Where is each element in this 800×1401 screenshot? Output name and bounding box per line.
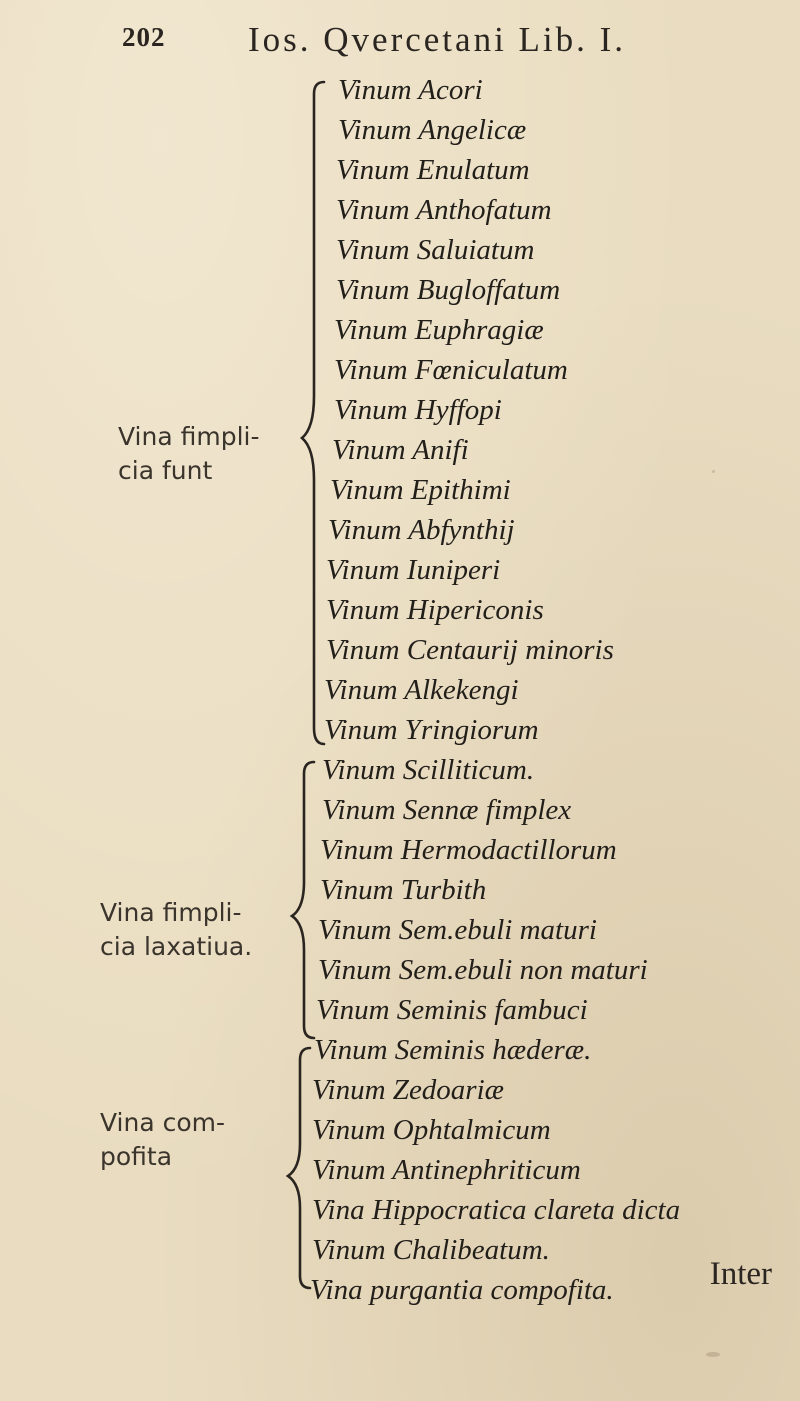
- entry-vina-hippocratica: Vina Hippocratica clareta dicta: [312, 1194, 681, 1226]
- entry-vinum-foeniculatum: Vinum Fœniculatum: [334, 354, 568, 386]
- entry-vinum-chalibeatum: Vinum Chalibeatum.: [312, 1234, 550, 1266]
- label-line: Vina com-: [100, 1108, 226, 1137]
- entry-vinum-anisi: Vinum Anifi: [332, 434, 469, 466]
- label-line: Vina fimpli-: [118, 422, 260, 451]
- entry-vinum-centaurij: Vinum Centaurij minoris: [326, 634, 614, 666]
- label-line: cia laxatiua.: [100, 932, 253, 961]
- group-label-compound-wines: [100, 1106, 225, 1174]
- entry-vinum-zedoariae: Vinum Zedoariæ: [312, 1074, 504, 1106]
- entry-vinum-ebuli-maturi: Vinum Sem.ebuli maturi: [318, 914, 597, 946]
- entry-vinum-ophtalmicum: Vinum Ophtalmicum: [312, 1114, 551, 1146]
- entry-vinum-anthosatum: Vinum Anthofatum: [336, 194, 552, 226]
- entry-vinum-hipericonis: Vinum Hipericonis: [326, 594, 544, 626]
- entry-vina-purgantia: Vina purgantia compofita.: [310, 1274, 614, 1306]
- entry-vinum-haederae: Vinum Seminis hæderæ.: [314, 1034, 592, 1066]
- entry-vinum-sennae: Vinum Sennæ fimplex: [322, 794, 572, 826]
- group-label-laxative-wines: [100, 896, 252, 964]
- entry-vinum-absynthij: Vinum Abfynthij: [328, 514, 515, 546]
- entry-vinum-epithimi: Vinum Epithimi: [330, 474, 511, 506]
- entry-vinum-angelicae: Vinum Angelicæ: [338, 114, 527, 146]
- curly-brace-icon: [276, 1044, 316, 1292]
- running-title: Ios. Qvercetani Lib. I.: [248, 20, 627, 59]
- entry-vinum-scilliticum: Vinum Scilliticum.: [322, 754, 535, 786]
- entry-vinum-buglossatum: Vinum Bugloffatum: [336, 274, 561, 306]
- catchword: Inter: [709, 1256, 772, 1292]
- page-number: 202: [122, 22, 166, 52]
- paper-stain: [706, 1352, 720, 1357]
- entry-vinum-iuniperi: Vinum Iuniperi: [326, 554, 501, 586]
- curly-brace-icon: [290, 78, 330, 748]
- entry-vinum-turbith: Vinum Turbith: [320, 874, 487, 906]
- entry-vinum-hermodactillorum: Vinum Hermodactillorum: [320, 834, 617, 866]
- entry-vinum-enulatum: Vinum Enulatum: [336, 154, 530, 186]
- entry-vinum-alkekengi: Vinum Alkekengi: [324, 674, 519, 706]
- paper-stain: [712, 470, 715, 473]
- entry-vinum-antinephriticum: Vinum Antinephriticum: [312, 1154, 581, 1186]
- entry-vinum-ebuli-non-maturi: Vinum Sem.ebuli non maturi: [318, 954, 648, 986]
- entry-vinum-euphragiae: Vinum Euphragiæ: [334, 314, 544, 346]
- curly-brace-icon: [280, 758, 320, 1042]
- group-label-simple-wines: [118, 420, 260, 488]
- entry-vinum-saluiatum: Vinum Saluiatum: [336, 234, 535, 266]
- label-line: pofita: [100, 1142, 173, 1171]
- entry-vinum-hyssopi: Vinum Hyffopi: [334, 394, 502, 426]
- entry-vinum-sambuci: Vinum Seminis fambuci: [316, 994, 588, 1026]
- entry-vinum-acori: Vinum Acori: [338, 74, 483, 106]
- label-line: Vina fimpli-: [100, 898, 242, 927]
- label-line: cia funt: [118, 456, 213, 485]
- entry-vinum-yringiorum: Vinum Yringiorum: [324, 714, 539, 746]
